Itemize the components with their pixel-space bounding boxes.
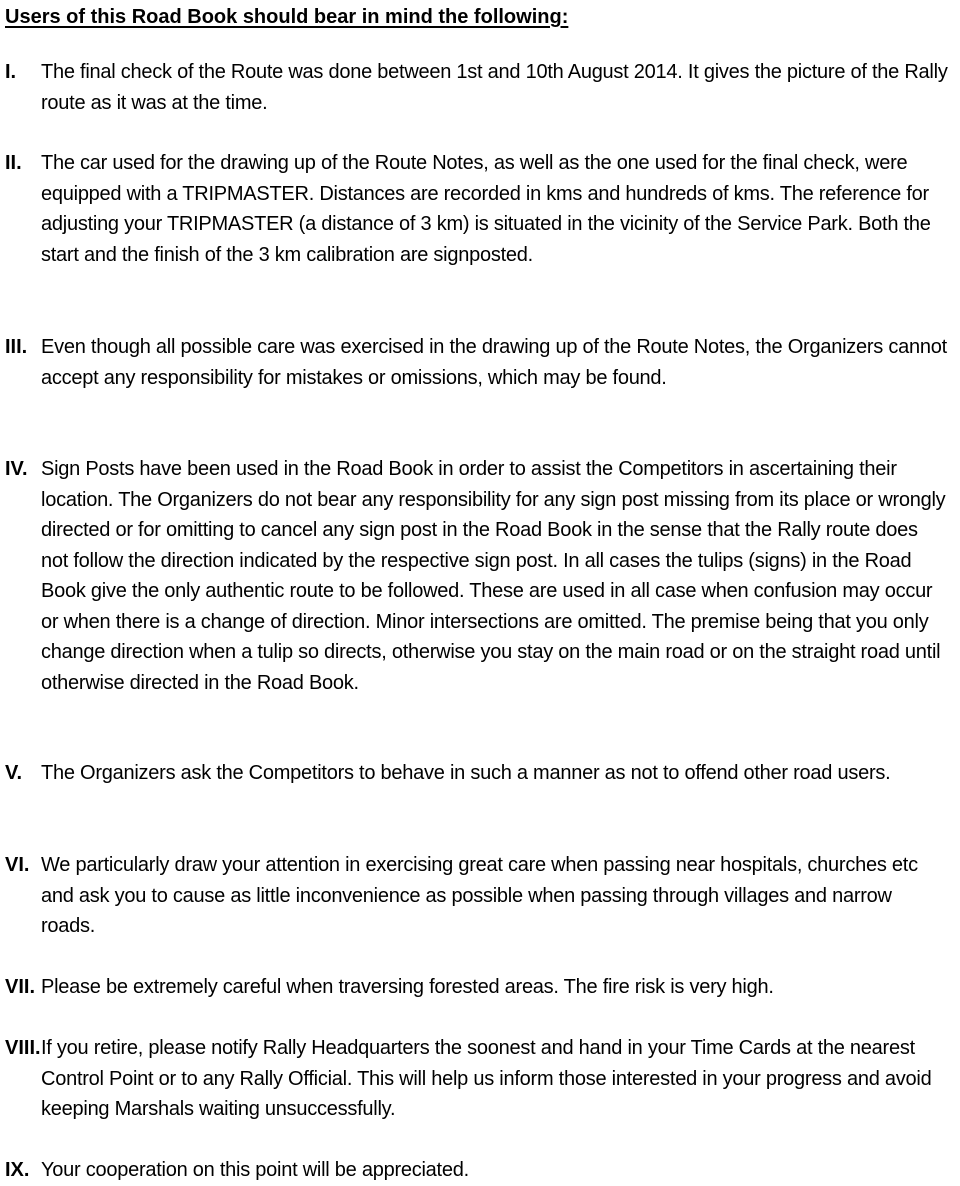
item-numeral: II. (5, 152, 22, 174)
item-text: The car used for the drawing up of the Route Notes, as well as the one used for the final check, were equipped with a TRIPMASTER. Distances are recorded in kms and hundreds of kms. The reference for adjusting your TRIPMASTER (a distance of 3 km) is situated in the vicinity of the Service Park. Both the start and the finish of the 3 km calibration are signposted. (41, 152, 931, 266)
item-text: Please be extremely careful when traversing forested areas. The fire risk is very high. (41, 976, 774, 998)
item-text: Even though all possible care was exercised in the drawing up of the Route Notes, the Organizers cannot accept any responsibility for mistakes or omissions, which may be found. (41, 336, 947, 389)
item-numeral: IV. (5, 458, 28, 480)
item-numeral: VI. (5, 854, 30, 876)
list-item-2 (5, 148, 948, 270)
item-text: If you retire, please notify Rally Headquarters the soonest and hand in your Time Cards at the nearest Control Point or to any Rally Official. This will help us inform those interested in your progress and avoid keeping Marshals waiting unsuccessfully. (41, 1037, 932, 1120)
item-text: We particularly draw your attention in exercising great care when passing near hospitals, churches etc and ask you to cause as little inconvenience as possible when passing through villages and narrow roads. (41, 854, 918, 937)
item-numeral: V. (5, 762, 23, 784)
item-numeral: IX. (5, 1159, 30, 1181)
list-item-3 (5, 332, 948, 393)
item-numeral: III. (5, 336, 28, 358)
item-numeral: VIII. (5, 1037, 41, 1059)
list-item-8 (5, 1033, 948, 1125)
list-item-1 (5, 57, 948, 118)
document-title: Users of this Road Book should bear in mind the following: (5, 6, 569, 28)
item-text: Sign Posts have been used in the Road Book in order to assist the Competitors in ascertaining their location. The Organizers do not bear any responsibility for any sign post missing from its place or wrongly directed or for omitting to cancel any sign post in the Road Book in the sense that the Rally route does not follow the direction indicated by the respective sign post. In all cases the tulips (signs) in the Road Book give the only authentic route to be followed. These are used in all case when confusion may occur or when there is a change of direction. Minor intersections are omitted. The premise being that you only change direction when a tulip so directs, otherwise you stay on the main road or on the straight road until otherwise directed in the Road Book. (41, 458, 946, 694)
list-item-6 (5, 850, 948, 942)
item-text: The Organizers ask the Competitors to behave in such a manner as not to offend other road users. (41, 762, 891, 784)
item-numeral: I. (5, 61, 17, 83)
item-numeral: VII. (5, 976, 36, 998)
item-text: The final check of the Route was done between 1st and 10th August 2014. It gives the picture of the Rally route as it was at the time. (41, 61, 948, 114)
item-text: Your cooperation on this point will be appreciated. (41, 1159, 469, 1181)
list-item-4 (5, 454, 948, 698)
list-item-5 (5, 758, 948, 789)
list-item-9 (5, 1155, 948, 1186)
list-item-7 (5, 972, 948, 1003)
